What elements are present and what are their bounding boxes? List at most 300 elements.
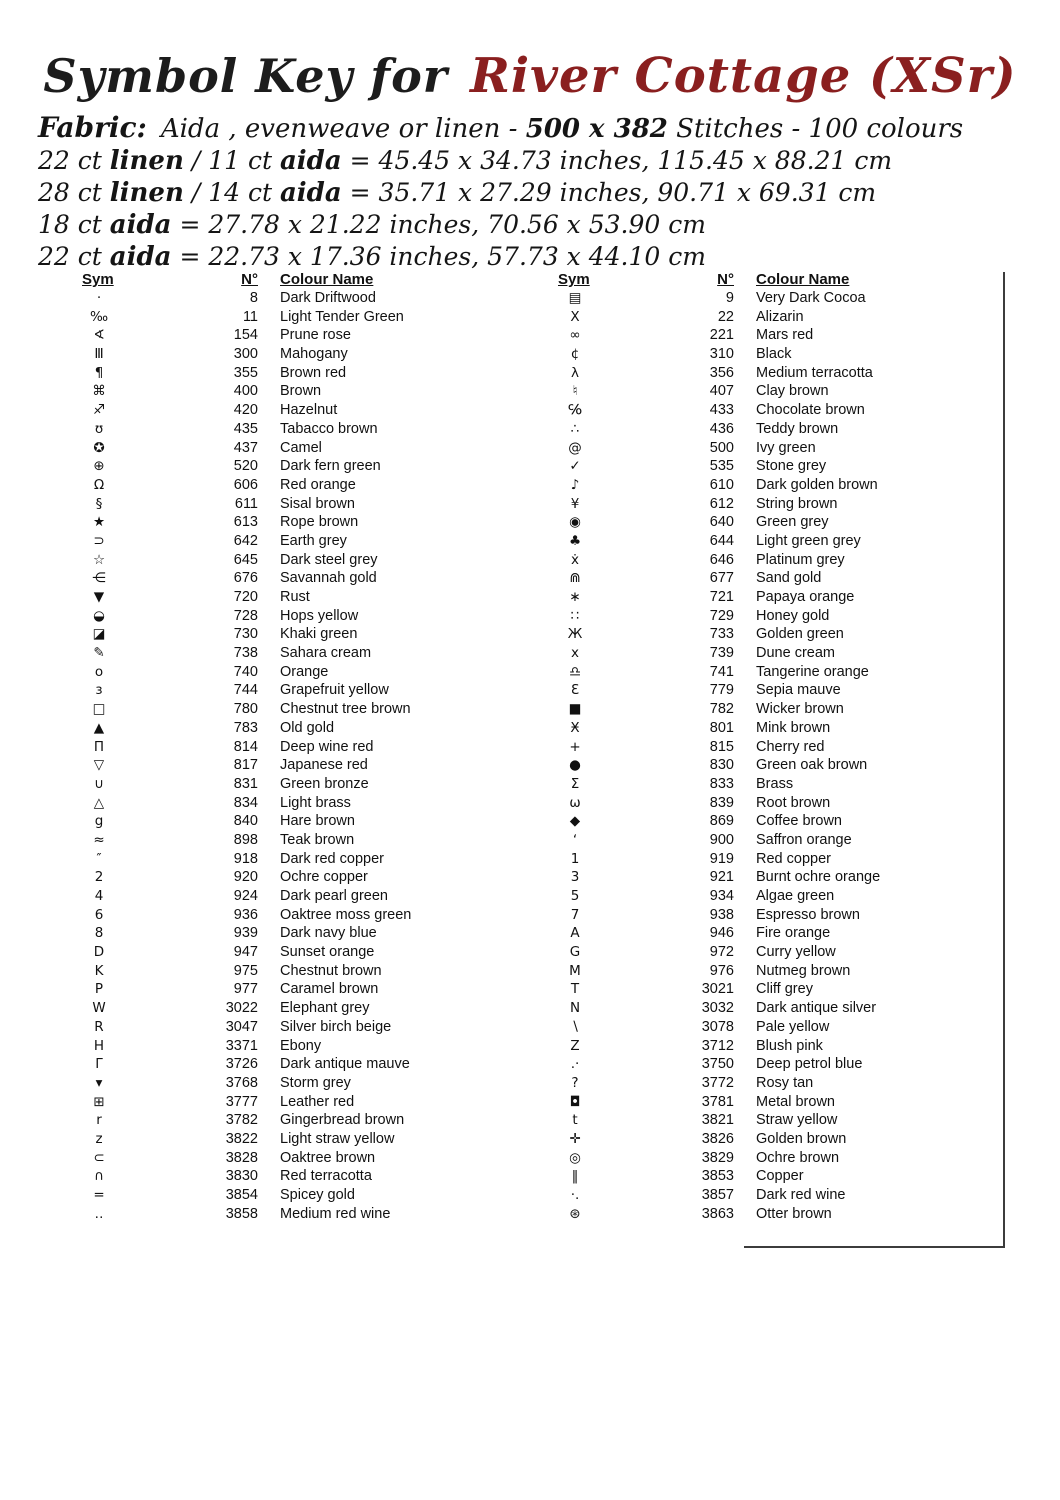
symbol-cell: K xyxy=(94,962,104,979)
thread-number-cell: 436 xyxy=(709,420,734,437)
table-row xyxy=(546,345,1016,364)
thread-number-cell: 356 xyxy=(709,364,734,381)
thread-number-cell: 833 xyxy=(709,775,734,792)
thread-number-cell: 3853 xyxy=(701,1168,734,1185)
thread-number-cell: 733 xyxy=(709,626,734,643)
colour-name-cell: Curry yellow xyxy=(756,944,836,961)
symbol-cell: ∪ xyxy=(94,775,104,792)
thread-number-cell: 611 xyxy=(234,495,258,512)
symbol-cell: Π xyxy=(93,738,105,755)
table-row xyxy=(546,756,1016,775)
colour-name-cell: Red terracotta xyxy=(280,1168,372,1185)
symbol-cell: z xyxy=(95,1130,103,1147)
symbol-cell: .· xyxy=(570,1056,580,1073)
symbol-key-table-left xyxy=(70,270,540,1223)
thread-number-cell: 839 xyxy=(709,794,734,811)
thread-number-cell: 739 xyxy=(709,645,734,662)
symbol-cell: W xyxy=(92,1000,106,1017)
thread-number-cell: 936 xyxy=(233,906,258,923)
colour-name-cell: Fire orange xyxy=(756,925,831,942)
table-row xyxy=(546,439,1016,458)
table-row xyxy=(546,1093,1016,1112)
thread-number-cell: 744 xyxy=(233,682,258,699)
colour-name-cell: Tangerine orange xyxy=(756,663,869,680)
symbol-cell: 6 xyxy=(94,906,104,923)
colour-name-cell: Camel xyxy=(280,439,322,456)
thread-number-cell: 500 xyxy=(709,439,734,456)
table-row xyxy=(70,1018,540,1037)
symbol-cell: t xyxy=(572,1112,578,1129)
thread-number-cell: 934 xyxy=(709,888,734,904)
colour-name-cell: Gingerbread brown xyxy=(280,1112,405,1129)
table-row xyxy=(546,401,1016,420)
thread-number-cell: 676 xyxy=(233,570,258,587)
table-bottom-border-line xyxy=(744,1246,1005,1248)
stitch-count: 500 x 382 xyxy=(525,114,668,144)
symbol-cell: ‖ xyxy=(571,1168,579,1185)
thread-number-cell: 3371 xyxy=(225,1037,258,1054)
table-row xyxy=(70,850,540,869)
symbol-cell: ω xyxy=(569,794,581,811)
table-row xyxy=(70,607,540,626)
colour-name-cell: String brown xyxy=(756,495,838,512)
colour-name-cell: Ochre brown xyxy=(756,1149,840,1166)
thread-number-cell: 939 xyxy=(233,925,258,942)
table-row xyxy=(70,569,540,588)
fabric-size-line: 22 ct aida = 22.73 x 17.36 inches, 57.73 x 44.10 cm xyxy=(38,242,706,272)
symbol-cell: ⊞ xyxy=(93,1093,105,1110)
table-row xyxy=(546,700,1016,719)
table-row xyxy=(70,775,540,794)
colour-name-cell: Dune cream xyxy=(756,645,835,662)
colour-name-cell: Light straw yellow xyxy=(280,1130,395,1147)
table-row xyxy=(546,607,1016,626)
colour-name-cell: Nutmeg brown xyxy=(756,962,851,979)
table-row xyxy=(546,831,1016,850)
table-row xyxy=(70,1055,540,1074)
table-row xyxy=(70,756,540,775)
thread-number-cell: 644 xyxy=(709,532,734,549)
symbol-cell: 2 xyxy=(94,869,104,886)
symbol-cell: g xyxy=(94,813,104,830)
colour-name-cell: Oaktree brown xyxy=(280,1149,376,1166)
colour-name-cell: Papaya orange xyxy=(756,589,855,605)
thread-number-cell: 924 xyxy=(233,888,258,904)
table-row xyxy=(546,308,1016,327)
thread-number-cell: 3712 xyxy=(701,1037,734,1054)
symbol-cell: r xyxy=(96,1112,102,1129)
symbol-cell: ⊕ xyxy=(93,458,105,475)
table-row xyxy=(70,1037,540,1056)
thread-number-cell: 721 xyxy=(709,589,734,605)
table-row xyxy=(546,644,1016,663)
symbol-cell: ≈ xyxy=(93,831,105,848)
colour-name-cell: Ochre copper xyxy=(280,869,368,886)
symbol-cell: · xyxy=(96,290,102,306)
table-row xyxy=(546,1111,1016,1130)
table-row xyxy=(546,980,1016,999)
thread-number-cell: 610 xyxy=(709,476,734,493)
colour-name-cell: Brown xyxy=(280,383,322,400)
thread-number-cell: 900 xyxy=(709,831,734,848)
table-row xyxy=(546,476,1016,495)
header-sym: Sym xyxy=(558,271,590,288)
thread-number-cell: 976 xyxy=(709,962,734,979)
thread-number-cell: 947 xyxy=(233,944,258,961)
colour-name-cell: Teddy brown xyxy=(756,420,839,437)
thread-number-cell: 613 xyxy=(233,514,258,531)
fabric-size-line: 18 ct aida = 27.78 x 21.22 inches, 70.56 x 53.90 cm xyxy=(38,210,706,240)
colour-name-cell: Hops yellow xyxy=(280,607,359,624)
colour-name-cell: Ivy green xyxy=(756,439,816,456)
header-number: N° xyxy=(241,271,258,288)
fabric-info-block xyxy=(38,112,1028,273)
table-row xyxy=(70,364,540,383)
thread-number-cell: 154 xyxy=(233,327,258,344)
thread-number-cell: 3854 xyxy=(225,1187,258,1203)
symbol-cell: § xyxy=(95,495,103,512)
thread-number-cell: 946 xyxy=(709,925,734,942)
table-row xyxy=(70,495,540,514)
thread-number-cell: 11 xyxy=(242,308,258,325)
symbol-cell: ? xyxy=(571,1074,579,1091)
symbol-cell: 1 xyxy=(570,850,580,867)
colour-name-cell: Green bronze xyxy=(280,775,369,792)
table-row xyxy=(70,476,540,495)
table-row xyxy=(546,775,1016,794)
table-row xyxy=(546,532,1016,551)
fabric-size-line: 28 ct linen / 14 ct aida = 35.71 x 27.29 inches, 90.71 x 69.31 cm xyxy=(38,178,877,208)
thread-number-cell: 869 xyxy=(709,813,734,830)
table-row xyxy=(546,1074,1016,1093)
symbol-cell: H xyxy=(93,1037,105,1054)
table-row xyxy=(546,681,1016,700)
colour-name-cell: Burnt ochre orange xyxy=(756,869,881,886)
symbol-cell: ♐ xyxy=(92,402,106,419)
table-row xyxy=(546,588,1016,607)
symbol-cell: ☆ xyxy=(92,551,106,568)
table-row xyxy=(70,831,540,850)
table-row xyxy=(546,719,1016,738)
thread-number-cell: 437 xyxy=(233,439,258,456)
symbol-cell: Γ xyxy=(95,1056,103,1073)
table-row xyxy=(70,663,540,682)
table-row xyxy=(546,1055,1016,1074)
symbol-cell: ◉ xyxy=(569,514,581,531)
table-row xyxy=(546,1130,1016,1149)
table-row xyxy=(546,513,1016,532)
thread-number-cell: 3782 xyxy=(225,1112,258,1129)
table-row xyxy=(546,868,1016,887)
symbol-cell: ∗ xyxy=(569,589,581,605)
colour-name-cell: Savannah gold xyxy=(280,570,377,587)
thread-number-cell: 938 xyxy=(709,906,734,923)
colour-name-cell: Dark red wine xyxy=(756,1187,846,1203)
thread-number-cell: 3863 xyxy=(701,1205,734,1222)
colour-name-cell: Chocolate brown xyxy=(756,402,865,419)
symbol-cell: Z xyxy=(570,1037,580,1054)
table-row xyxy=(546,1205,1016,1224)
colour-name-cell: Very Dark Cocoa xyxy=(756,290,866,306)
table-row xyxy=(70,345,540,364)
table-row xyxy=(70,1186,540,1205)
thread-number-cell: 830 xyxy=(709,757,734,774)
colour-name-cell: Chestnut brown xyxy=(280,962,382,979)
thread-number-cell: 22 xyxy=(717,308,734,325)
thread-number-cell: 677 xyxy=(709,570,734,587)
symbol-cell: ∷ xyxy=(570,607,580,624)
symbol-cell: ✛ xyxy=(569,1130,581,1147)
colour-name-cell: Pale yellow xyxy=(756,1018,830,1035)
symbol-key-table-right xyxy=(546,270,1016,1223)
symbol-cell: P xyxy=(94,981,104,998)
symbol-cell: 7 xyxy=(570,906,580,923)
colour-name-cell: Oaktree moss green xyxy=(280,906,412,923)
colour-name-cell: Root brown xyxy=(756,794,831,811)
fabric-size-lines xyxy=(38,145,1028,273)
colour-name-cell: Straw yellow xyxy=(756,1112,838,1129)
table-header-right xyxy=(546,270,1016,289)
colour-name-cell: Golden green xyxy=(756,626,844,643)
colour-name-cell: Teak brown xyxy=(280,831,355,848)
colour-name-cell: Ebony xyxy=(280,1037,322,1054)
colour-name-cell: Sisal brown xyxy=(280,495,355,512)
fabric-label: Fabric: xyxy=(38,111,147,144)
symbol-cell: ⊂ xyxy=(93,1149,105,1166)
colour-name-cell: Rope brown xyxy=(280,514,359,531)
colour-name-cell: Red orange xyxy=(280,476,356,493)
colour-name-cell: Medium red wine xyxy=(280,1205,391,1222)
thread-number-cell: 834 xyxy=(233,794,258,811)
table-row xyxy=(546,625,1016,644)
colour-name-cell: Dark antique silver xyxy=(756,1000,877,1017)
colour-name-cell: Dark pearl green xyxy=(280,888,388,904)
thread-number-cell: 3781 xyxy=(701,1093,734,1110)
table-row xyxy=(546,289,1016,308)
symbol-cell: 8 xyxy=(94,925,104,942)
table-row xyxy=(546,326,1016,345)
symbol-cell: ⋲ xyxy=(92,570,106,587)
symbol-cell: ▾ xyxy=(95,1074,103,1091)
thread-number-cell: 3822 xyxy=(225,1130,258,1147)
thread-number-cell: 720 xyxy=(233,589,258,605)
table-row xyxy=(70,588,540,607)
thread-number-cell: 420 xyxy=(233,402,258,419)
colour-name-cell: Espresso brown xyxy=(756,906,860,923)
thread-number-cell: 801 xyxy=(709,719,734,736)
thread-number-cell: 815 xyxy=(709,738,734,755)
fabric-intro-tail: Stitches - 100 colours xyxy=(667,114,964,144)
thread-number-cell: 310 xyxy=(709,346,734,363)
table-row xyxy=(70,1111,540,1130)
thread-number-cell: 3821 xyxy=(701,1112,734,1129)
thread-number-cell: 407 xyxy=(709,383,734,400)
colour-name-cell: Brass xyxy=(756,775,794,792)
table-row xyxy=(70,943,540,962)
thread-number-cell: 3768 xyxy=(225,1074,258,1091)
colour-name-cell: Otter brown xyxy=(756,1205,832,1222)
thread-number-cell: 779 xyxy=(709,682,734,699)
table-header-left xyxy=(70,270,540,289)
symbol-cell: ″ xyxy=(96,850,102,867)
colour-name-cell: Prune rose xyxy=(280,327,351,344)
colour-name-cell: Metal brown xyxy=(756,1093,835,1110)
table-row xyxy=(70,719,540,738)
table-row xyxy=(70,551,540,570)
symbol-cell: △ xyxy=(93,794,105,811)
table-row xyxy=(70,1074,540,1093)
colour-name-cell: Khaki green xyxy=(280,626,358,643)
thread-number-cell: 730 xyxy=(233,626,258,643)
colour-name-cell: Caramel brown xyxy=(280,981,379,998)
table-rows-right xyxy=(546,289,1016,1223)
table-row xyxy=(70,1149,540,1168)
colour-name-cell: Japanese red xyxy=(280,757,368,774)
symbol-cell: ⋒ xyxy=(569,570,581,587)
symbol-cell: 3 xyxy=(570,869,580,886)
thread-number-cell: 3857 xyxy=(701,1187,734,1203)
symbol-cell: ■ xyxy=(568,701,582,718)
thread-number-cell: 8 xyxy=(249,290,258,306)
thread-number-cell: 814 xyxy=(233,738,258,755)
colour-name-cell: Clay brown xyxy=(756,383,829,400)
symbol-cell: ♣ xyxy=(568,532,582,549)
colour-name-cell: Mink brown xyxy=(756,719,831,736)
table-row xyxy=(70,457,540,476)
fabric-size-line: 22 ct linen / 11 ct aida = 45.45 x 34.73 inches, 115.45 x 88.21 cm xyxy=(38,146,893,176)
table-row xyxy=(70,532,540,551)
table-row xyxy=(70,1093,540,1112)
colour-name-cell: Coffee brown xyxy=(756,813,842,830)
colour-name-cell: Dark navy blue xyxy=(280,925,377,942)
colour-name-cell: Sepia mauve xyxy=(756,682,841,699)
colour-name-cell: Dark Driftwood xyxy=(280,290,376,306)
symbol-cell: Ӿ xyxy=(570,719,580,736)
table-row xyxy=(546,943,1016,962)
colour-name-cell: Brown red xyxy=(280,364,347,381)
table-row xyxy=(70,999,540,1018)
symbol-cell: o xyxy=(94,663,104,680)
symbol-cell: ◎ xyxy=(569,1149,581,1166)
thread-number-cell: 3726 xyxy=(225,1056,258,1073)
symbol-cell: ◒ xyxy=(93,607,105,624)
thread-number-cell: 782 xyxy=(709,701,734,718)
symbol-cell: ▤ xyxy=(568,290,582,306)
colour-name-cell: Spicey gold xyxy=(280,1187,355,1203)
table-row xyxy=(546,495,1016,514)
symbol-cell: ∴ xyxy=(570,420,580,437)
colour-name-cell: Dark antique mauve xyxy=(280,1056,410,1073)
symbol-cell: = xyxy=(93,1187,105,1203)
table-row xyxy=(70,738,540,757)
symbol-cell: ◪ xyxy=(92,626,106,643)
table-row xyxy=(546,1167,1016,1186)
fabric-intro: Aida , evenweave or linen - xyxy=(160,114,526,144)
page-title xyxy=(0,48,1060,104)
thread-number-cell: 3829 xyxy=(701,1149,734,1166)
thread-number-cell: 3047 xyxy=(225,1018,258,1035)
symbol-cell: Ω xyxy=(93,476,105,493)
table-row xyxy=(546,457,1016,476)
symbol-cell: □ xyxy=(92,701,106,718)
thread-number-cell: 3021 xyxy=(701,981,734,998)
colour-name-cell: Golden brown xyxy=(756,1130,847,1147)
thread-number-cell: 738 xyxy=(233,645,258,662)
table-row xyxy=(70,1130,540,1149)
colour-name-cell: Black xyxy=(756,346,792,363)
thread-number-cell: 3022 xyxy=(225,1000,258,1017)
colour-name-cell: Cliff grey xyxy=(756,981,813,998)
symbol-cell: ʊ xyxy=(94,420,104,437)
table-row xyxy=(70,308,540,327)
colour-name-cell: Algae green xyxy=(756,888,835,904)
symbol-cell: + xyxy=(569,738,581,755)
table-row xyxy=(70,962,540,981)
symbol-cell: ◆ xyxy=(569,813,581,830)
thread-number-cell: 3032 xyxy=(701,1000,734,1017)
thread-number-cell: 612 xyxy=(709,495,734,512)
colour-name-cell: Rosy tan xyxy=(756,1074,814,1091)
thread-number-cell: 3858 xyxy=(225,1205,258,1222)
table-row xyxy=(70,1167,540,1186)
symbol-cell: ✎ xyxy=(93,645,105,662)
thread-number-cell: 3772 xyxy=(701,1074,734,1091)
table-row xyxy=(70,401,540,420)
thread-number-cell: 535 xyxy=(709,458,734,475)
thread-number-cell: 3828 xyxy=(225,1149,258,1166)
symbol-cell: ◘ xyxy=(569,1093,581,1110)
table-row xyxy=(546,1018,1016,1037)
symbol-cell: A xyxy=(570,925,580,942)
symbol-cell: ♪ xyxy=(570,476,580,493)
symbol-cell: ⊛ xyxy=(569,1205,581,1222)
table-row xyxy=(546,1186,1016,1205)
thread-number-cell: 355 xyxy=(233,364,258,381)
colour-name-cell: Red copper xyxy=(756,850,831,867)
symbol-cell: M xyxy=(569,962,581,979)
table-row xyxy=(546,887,1016,906)
thread-number-cell: 920 xyxy=(233,869,258,886)
colour-name-cell: Blush pink xyxy=(756,1037,823,1054)
thread-number-cell: 3750 xyxy=(701,1056,734,1073)
table-row xyxy=(546,906,1016,925)
table-row xyxy=(70,625,540,644)
thread-number-cell: 972 xyxy=(709,944,734,961)
colour-name-cell: Dark red copper xyxy=(280,850,384,867)
thread-number-cell: 898 xyxy=(233,831,258,848)
symbol-cell: Ɛ xyxy=(570,682,580,699)
thread-number-cell: 919 xyxy=(709,850,734,867)
colour-name-cell: Tabacco brown xyxy=(280,420,378,437)
table-right-border-line xyxy=(1003,272,1005,1247)
table-row xyxy=(70,700,540,719)
thread-number-cell: 728 xyxy=(233,607,258,624)
thread-number-cell: 433 xyxy=(709,402,734,419)
symbol-cell: ∢ xyxy=(93,327,105,344)
colour-name-cell: Mars red xyxy=(756,327,814,344)
table-row xyxy=(70,1205,540,1224)
colour-name-cell: Platinum grey xyxy=(756,551,845,568)
table-row xyxy=(70,420,540,439)
table-row xyxy=(546,738,1016,757)
colour-name-cell: Cherry red xyxy=(756,738,825,755)
colour-name-cell: Sand gold xyxy=(756,570,822,587)
symbol-cell: ℅ xyxy=(568,402,582,419)
colour-name-cell: Grapefruit yellow xyxy=(280,682,389,699)
thread-number-cell: 918 xyxy=(233,850,258,867)
colour-name-cell: Copper xyxy=(756,1168,804,1185)
thread-number-cell: 646 xyxy=(709,551,734,568)
